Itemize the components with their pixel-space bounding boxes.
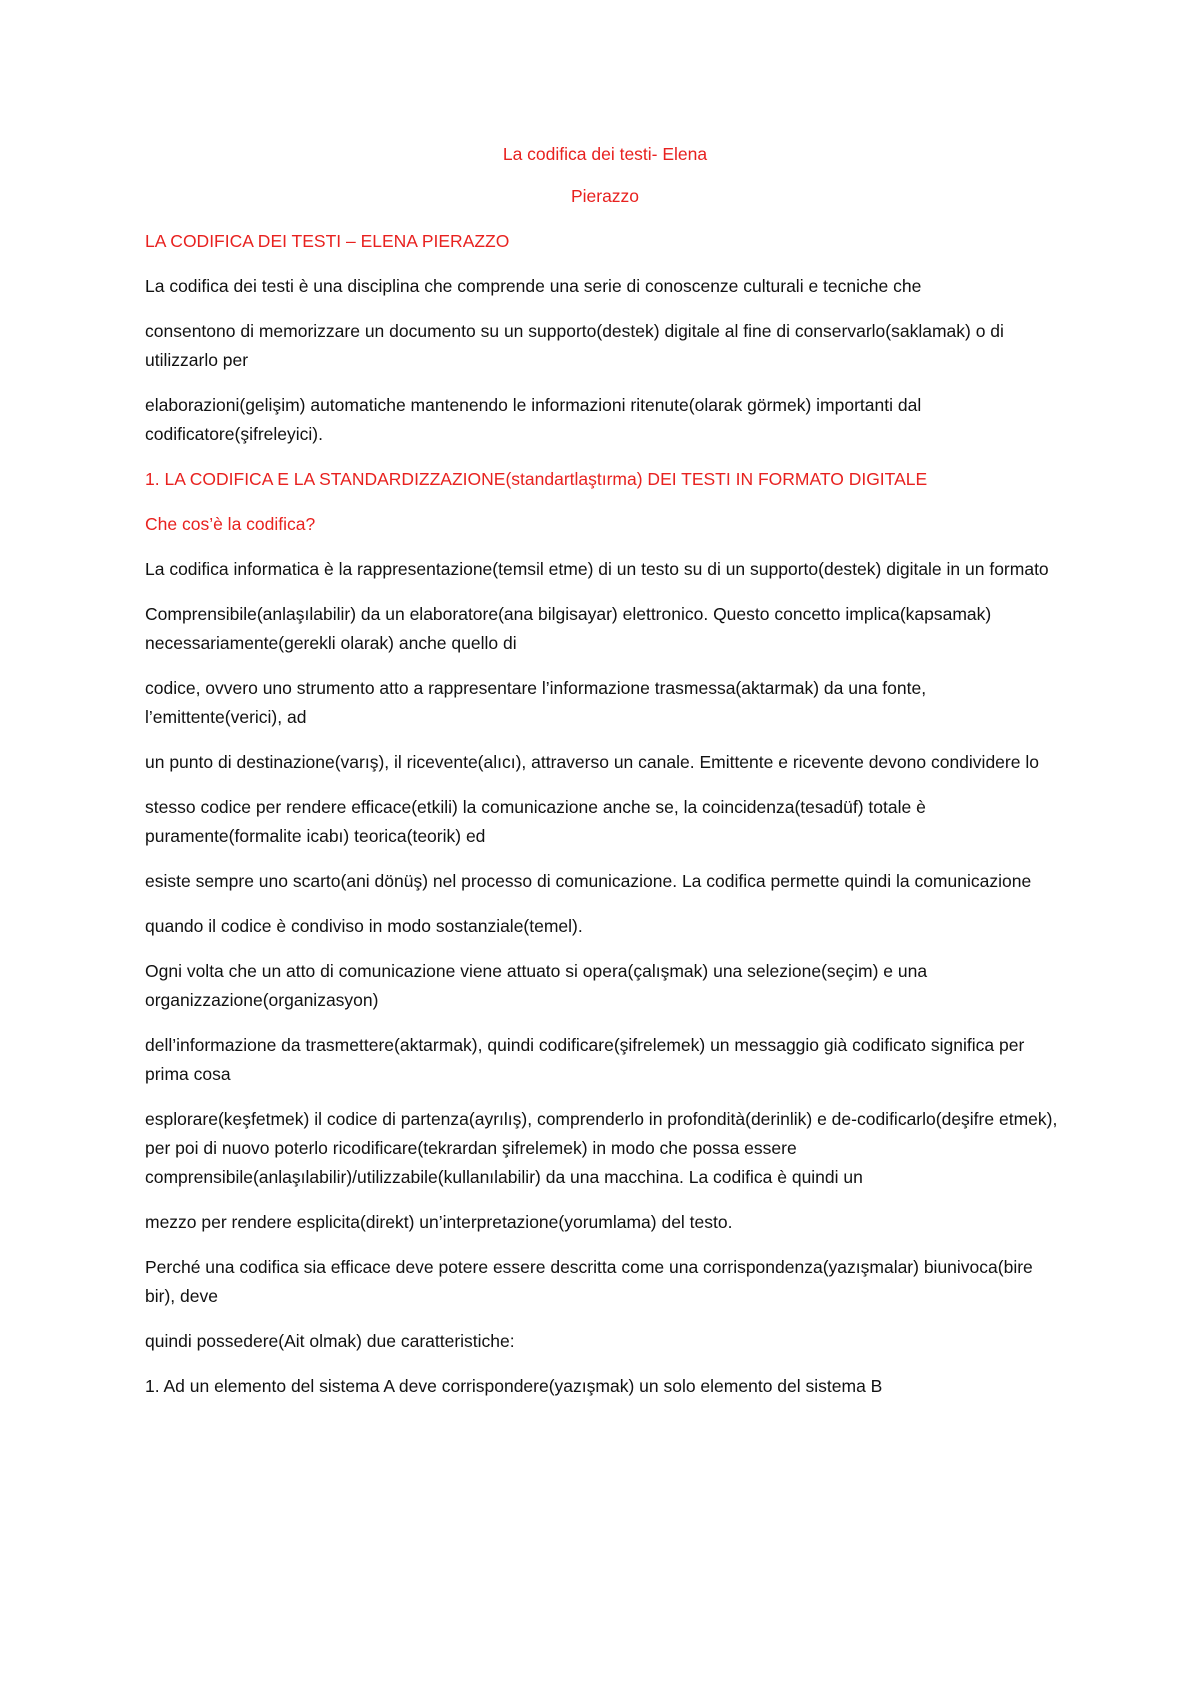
- body-paragraph-10: esplorare(keşfetmek) il codice di partenza(ayrılış), comprenderlo in profondità(derinlik) e de-codificarlo(deşifre etmek), per poi di nuovo poterlo ricodificare(tekrardan şifrelemek) in modo che possa essere comprensibile(anlaşılabilir)/utilizzabile(kullanılabilir) da una macchina. La codifica è quindi un: [145, 1109, 1058, 1187]
- body-paragraph-8: Ogni volta che un atto di comunicazione viene attuato si opera(çalışmak) una selezione(seçim) e una organizzazione(organizasyon): [145, 961, 928, 1010]
- body-paragraph-6: esiste sempre uno scarto(ani dönüş) nel processo di comunicazione. La codifica permette quindi la comunicazione: [145, 871, 1032, 891]
- document-content: [145, 140, 1065, 1401]
- section-heading: 1. LA CODIFICA E LA STANDARDIZZAZIONE(standartlaştırma) DEI TESTI IN FORMATO DIGITALE: [145, 469, 928, 489]
- body-paragraph-3: codice, ovvero uno strumento atto a rappresentare l’informazione trasmessa(aktarmak) da una fonte, l’emittente(verici), ad: [145, 678, 927, 727]
- intro-paragraph-3: elaborazioni(gelişim) automatiche mantenendo le informazioni ritenute(olarak görmek) importanti dal codificatore(şifreleyici).: [145, 395, 922, 444]
- intro-paragraph-1: La codifica dei testi è una disciplina che comprende una serie di conoscenze culturali e tecniche che: [145, 276, 922, 296]
- body-paragraph-4: un punto di destinazione(varış), il ricevente(alıcı), attraverso un canale. Emittente e ricevente devono condividere lo: [145, 752, 1039, 772]
- body-paragraph-7: quando il codice è condiviso in modo sostanziale(temel).: [145, 916, 583, 936]
- body-paragraph-2: Comprensibile(anlaşılabilir) da un elaboratore(ana bilgisayar) elettronico. Questo concetto implica(kapsamak) necessariamente(gerekli olarak) anche quello di: [145, 604, 992, 653]
- body-paragraph-9: dell’informazione da trasmettere(aktarmak), quindi codificare(şifrelemek) un messaggio già codificato significa per prima cosa: [145, 1035, 1025, 1084]
- intro-paragraph-2: consentono di memorizzare un documento su un supporto(destek) digitale al fine di conservarlo(saklamak) o di utilizzarlo per: [145, 321, 1004, 370]
- body-paragraph-11: mezzo per rendere esplicita(direkt) un’interpretazione(yorumlama) del testo.: [145, 1212, 733, 1232]
- document-title-line-1: La codifica dei testi- Elena: [502, 144, 708, 164]
- subheading: Che cos’è la codifica?: [145, 514, 316, 534]
- body-paragraph-13: quindi possedere(Ait olmak) due caratteristiche:: [145, 1331, 515, 1351]
- body-paragraph-14: 1. Ad un elemento del sistema A deve corrispondere(yazışmak) un solo elemento del sistema B: [145, 1376, 883, 1396]
- body-paragraph-1: La codifica informatica è la rappresentazione(temsil etme) di un testo su di un supporto(destek) digitale in un formato: [145, 559, 1049, 579]
- main-heading: LA CODIFICA DEI TESTI – ELENA PIERAZZO: [145, 231, 510, 251]
- body-paragraph-12: Perché una codifica sia efficace deve potere essere descritta come una corrispondenza(yazışmalar) biunivoca(bire bir), deve: [145, 1257, 1033, 1306]
- body-paragraph-5: stesso codice per rendere efficace(etkili) la comunicazione anche se, la coincidenza(tesadüf) totale è puramente(formalite icabı) teorica(teorik) ed: [145, 797, 926, 846]
- document-title-line-2: Pierazzo: [570, 186, 640, 206]
